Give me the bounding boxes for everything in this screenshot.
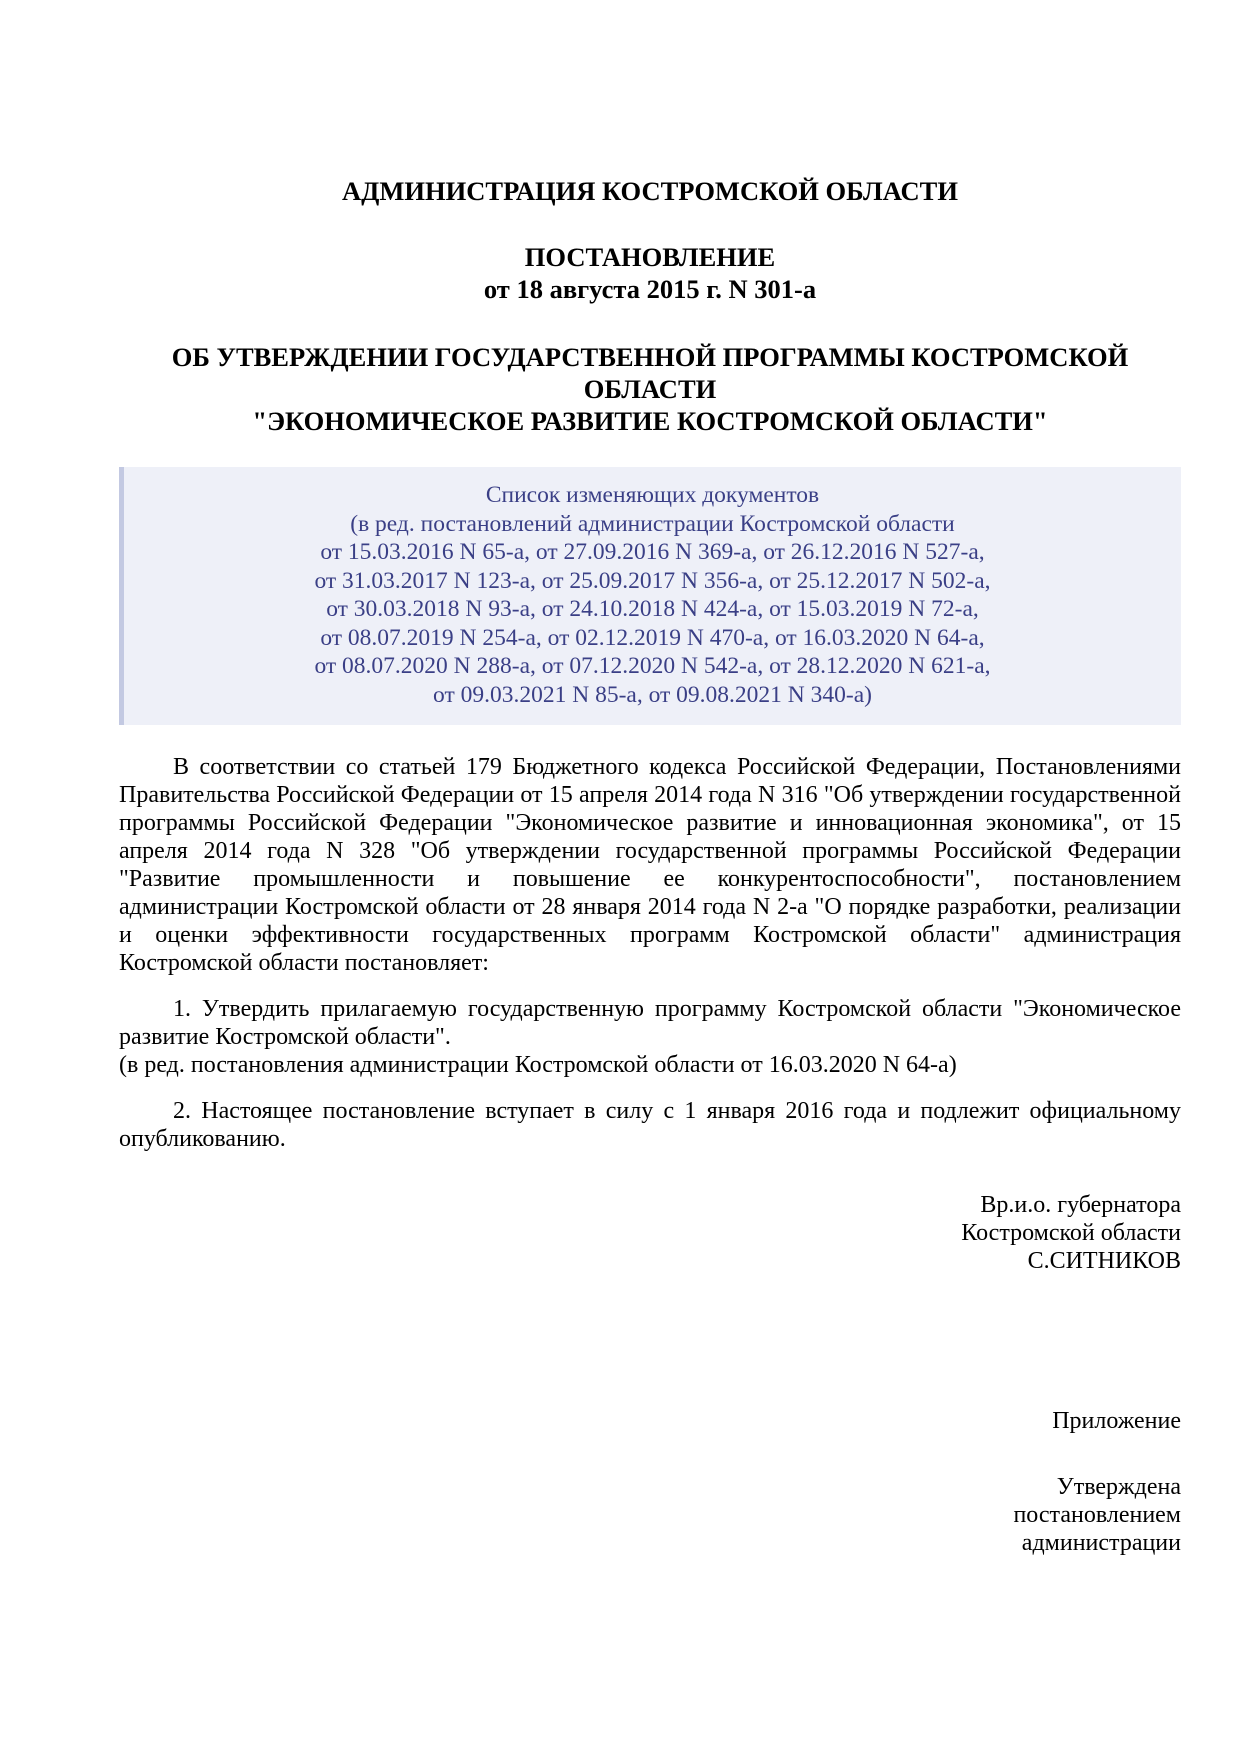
signature-block	[119, 1191, 1181, 1275]
document-type: ПОСТАНОВЛЕНИЕ	[524, 242, 776, 272]
changes-list-title: Список изменяющих документов	[485, 482, 820, 508]
appendix-label: Приложение	[1052, 1408, 1181, 1434]
changes-list-line: от 08.07.2020 N 288-а, от 07.12.2020 N 542-а, от 28.12.2020 N 621-а,	[314, 653, 991, 679]
approval-line: постановлением	[1013, 1502, 1181, 1528]
clause-2: 2. Настоящее постановление вступает в силу с 1 января 2016 года и подлежит официальному опубликованию.	[119, 1098, 1181, 1152]
subject-line: ОБ УТВЕРЖДЕНИИ ГОСУДАРСТВЕННОЙ ПРОГРАММЫ КОСТРОМСКОЙ	[171, 342, 1129, 372]
organization-title: АДМИНИСТРАЦИЯ КОСТРОМСКОЙ ОБЛАСТИ	[342, 176, 958, 206]
document-date: от 18 августа 2015 г. N 301-а	[483, 274, 817, 304]
clause-1-edit-note: (в ред. постановления администрации Костромской области от 16.03.2020 N 64-а)	[119, 1052, 957, 1078]
changes-list-line: от 08.07.2019 N 254-а, от 02.12.2019 N 470-а, от 16.03.2020 N 64-а,	[320, 624, 985, 651]
changes-list-line: от 09.03.2021 N 85-а, от 09.08.2021 N 340-а)	[433, 681, 872, 708]
subject-line: "ЭКОНОМИЧЕСКОЕ РАЗВИТИЕ КОСТРОМСКОЙ ОБЛАСТИ"	[252, 406, 1048, 436]
document-content	[119, 175, 1181, 1557]
changes-list-box	[119, 467, 1181, 725]
document-subject	[119, 341, 1181, 437]
signatory-name: С.СИТНИКОВ	[1027, 1248, 1181, 1274]
subject-line: ОБЛАСТИ	[583, 374, 717, 404]
approval-line: Утверждена	[1056, 1474, 1181, 1500]
signatory-region: Костромской области	[961, 1220, 1181, 1246]
clause-1: 1. Утвердить прилагаемую государственную программу Костромской области "Экономическое развитие Костромской области".	[119, 996, 1181, 1050]
changes-list-line: от 15.03.2016 N 65-а, от 27.09.2016 N 369-а, от 26.12.2016 N 527-а,	[320, 539, 985, 565]
preamble-paragraph: В соответствии со статьей 179 Бюджетного кодекса Российской Федерации, Постановлениями Правительства Российской Федерации от 15 апреля 2014 года N 316 "Об утверждении государственной программы Российской Федерации "Экономическое развитие и инновационная экономика", от 15 апреля 2014 года N 328 "Об утверждении государственной программы Российской Федерации "Развитие промышленности и повышение ее конкурентоспособности", постановлением администрации Костромской области от 28 января 2014 года N 2-а "О порядке разработки, реализации и оценки эффективности государственных программ Костромской области" администрация Костромской области постановляет:	[119, 754, 1181, 976]
approval-line: администрации	[1021, 1530, 1181, 1556]
approval-block	[119, 1473, 1181, 1557]
changes-list-line: от 30.03.2018 N 93-а, от 24.10.2018 N 424-а, от 15.03.2019 N 72-а,	[326, 596, 979, 622]
changes-list-line: от 31.03.2017 N 123-а, от 25.09.2017 N 356-а, от 25.12.2017 N 502-а,	[314, 567, 991, 594]
signatory-position: Вр.и.о. губернатора	[980, 1192, 1181, 1218]
changes-list-line: (в ред. постановлений администрации Костромской области	[350, 510, 955, 537]
